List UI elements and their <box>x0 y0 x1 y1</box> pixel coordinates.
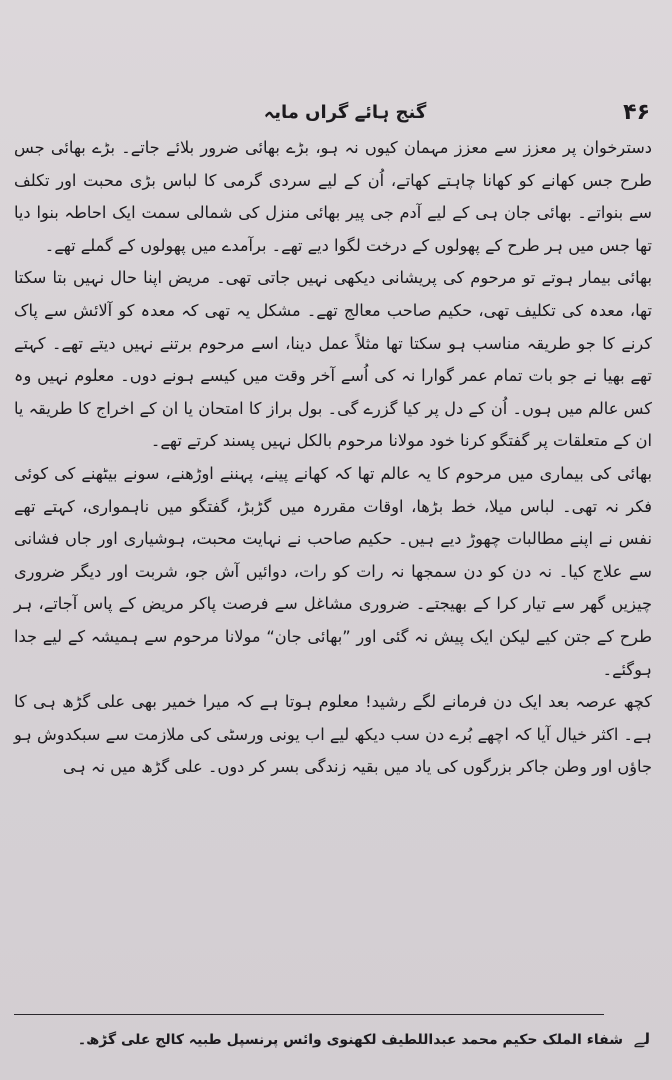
body-text <box>14 132 652 784</box>
paragraph: دسترخوان پر معزز سے معزز مہمان کیوں نہ ہو، بڑے بھائی ضرور بلائے جاتے۔ بڑے بھائی جس طرح جس کھانے کو کھانا چاہتے کھاتے، اُن کے لیے سردی گرمی کا لباس بڑی محبت اور تکلف سے بنواتے۔ بھائی جان ہی کے لیے آدم جی پیر بھائی منزل کی شمالی سمت ایک احاطہ بنوا دیا تھا جس میں ہر طرح کے پھولوں کے درخت لگوا دیے تھے۔ برآمدے میں پھولوں کے گملے تھے۔ <box>14 138 652 255</box>
page-header <box>40 98 650 132</box>
footnote <box>77 1030 650 1048</box>
paragraph: بھائی کی بیماری میں مرحوم کا یہ عالم تھا کہ کھانے پینے، پہننے اوڑھنے، سونے بیٹھنے کی کوئی فکر نہ تھی۔ لباس میلا، خط بڑھا، اوقات مقررہ میں گڑبڑ، گفتگو میں ناہمواری، کہتے تھے نفس نے اپنے مطالبات چھوڑ دیے ہیں۔ حکیم صاحب نے نہایت محبت، ہوشیاری اور جاں فشانی سے علاج کیا۔ نہ دن کو دن سمجھا نہ رات کو رات، دوائیں آش جو، شربت اور دیگر ضروری چیزیں گھر سے تیار کرا کے بھیجتے۔ ضروری مشاغل سے فرصت پاکر مریض کے پاس آجاتے، ہر طرح کے جتن کیے لیکن ایک پیش نہ گئی اور ”بھائی جان“ مولانا مرحوم سے ہمیشہ کے لیے جدا ہوگئے۔ <box>14 463 652 679</box>
paragraph: کچھ عرصہ بعد ایک دن فرمانے لگے رشید! معلوم ہوتا ہے کہ میرا خمیر بھی علی گڑھ ہی کا ہے۔ اکثر خیال آیا کہ اچھے بُرے دن سب دیکھ لیے اب یونی ورسٹی کی ملازمت سے سبکدوش ہو جاؤں اور وطن جاکر بزرگوں کی یاد میں بقیہ زندگی بسر کر دوں۔ علی گڑھ میں نہ ہی <box>14 692 652 777</box>
footnote-text: شفاء الملک حکیم محمد عبداللطیف لکھنوی وائس پرنسپل طبیہ کالج علی گڑھ۔ <box>77 1032 623 1048</box>
running-title: گنج ہائے گراں مایہ <box>263 102 427 123</box>
footnote-marker: ﻟﮯ <box>633 1030 650 1048</box>
page-number: ۴۶ <box>623 100 650 125</box>
footnote-divider <box>14 1014 604 1015</box>
paragraph: بھائی بیمار ہوتے تو مرحوم کی پریشانی دیکھی نہیں جاتی تھی۔ مریض اپنا حال نہیں بتا سکتا تھا، معدہ کی تکلیف تھی، حکیم صاحب معالج تھے۔ مشکل یہ تھی کہ معدہ کو آلائش سے پاک کرنے کا جو طریقہ مناسب ہو سکتا تھا مثلاً عمل دینا، اسے مرحوم برتنے نہیں دیتے تھے۔ کہتے تھے بھیا نے جو بات تمام عمر گوارا نہ کی اُسے آخر وقت میں کیسے ہونے دوں۔ معلوم نہیں وہ کس عالم میں ہوں۔ اُن کے دل پر کیا گزرے گی۔ بول براز کا امتحان یا ان کے اخراج کا طریقہ یا ان کے متعلقات پر گفتگو کرنا خود مولانا مرحوم بالکل نہیں پسند کرتے تھے۔ <box>14 268 652 451</box>
